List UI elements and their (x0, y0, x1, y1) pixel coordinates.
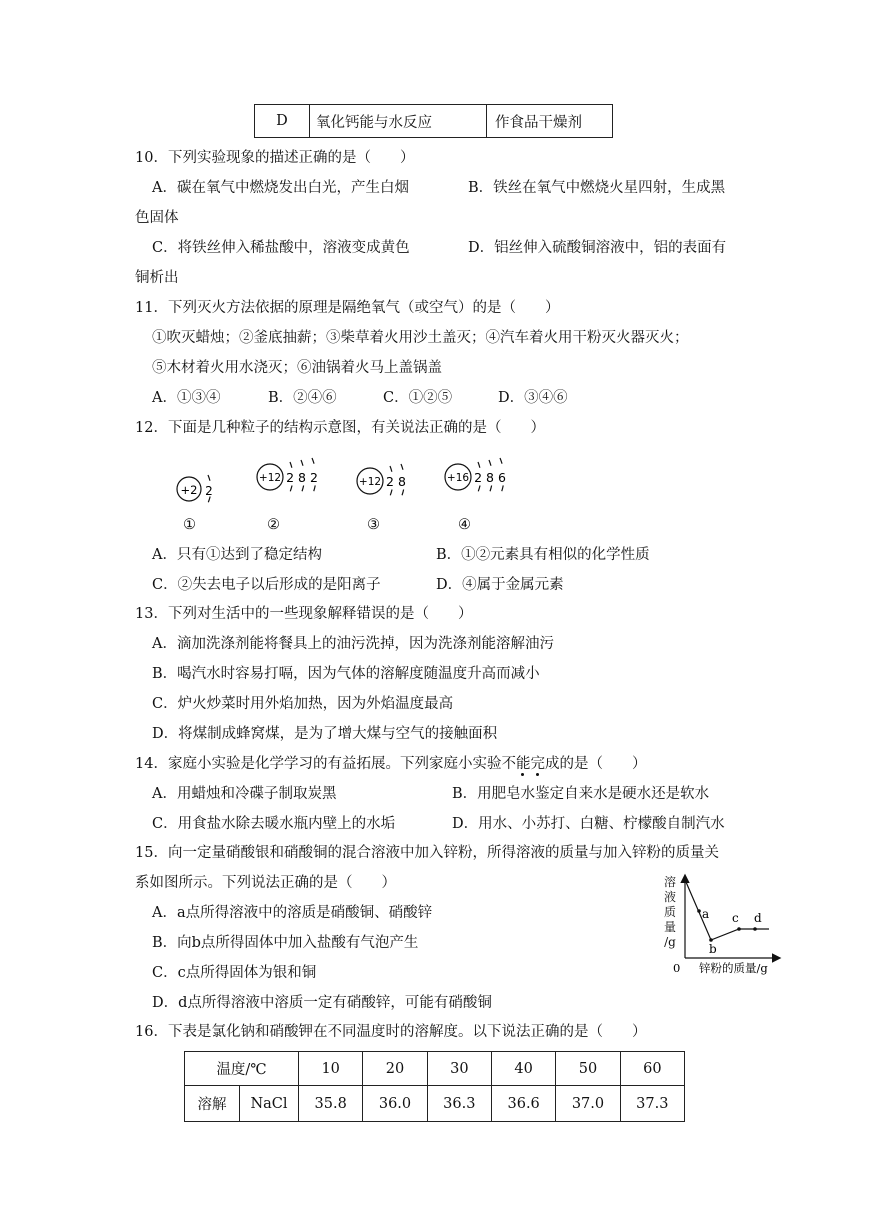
q10-option-d: D．铝丝伸入硫酸铜溶液中，铝的表面有 (468, 240, 727, 256)
q16-stem: 16．下表是氯化钠和硝酸钾在不同温度时的溶解度。以下说法正确的是（ ） (135, 1024, 647, 1040)
table-temp-40: 40 (491, 1052, 555, 1086)
table-temp-10: 10 (299, 1052, 363, 1086)
atom-1-shells: 2 (205, 484, 213, 498)
atom-1-nucleus: +2 (180, 483, 198, 497)
table-temp-50: 50 (556, 1052, 620, 1086)
q13-option-d: D．将煤制成蜂窝煤，是为了增大煤与空气的接触面积 (152, 726, 498, 742)
top-table-cell-3: 作食品干燥剂 (487, 105, 613, 138)
q14-option-c: C．用食盐水除去暖水瓶内壁上的水垢 (152, 816, 396, 832)
q11-option-b: B．②④⑥ (268, 390, 337, 406)
atom-2-label: ② (267, 517, 280, 533)
atom-4 (445, 458, 506, 496)
q13-option-a: A．滴加洗涤剂能将餐具上的油污洗掉，因为洗涤剂能溶解油污 (152, 636, 554, 652)
q11-stem: 11．下列灭火方法依据的原理是隔绝氧气（或空气）的是（ ） (135, 300, 560, 316)
atom-diagrams (160, 450, 540, 540)
q12-option-c: C．②失去电子以后形成的是阳离子 (152, 577, 381, 593)
top-table-cell-2: 氧化钙能与水反应 (310, 105, 487, 138)
graph-x-label: 锌粉的质量/g (699, 961, 768, 975)
q12-option-b: B．①②元素具有相似的化学性质 (436, 547, 650, 563)
atom-1 (177, 475, 213, 503)
graph-y-label-5: /g (664, 935, 676, 949)
q14-option-b: B．用肥皂水鉴定自来水是硬水还是软水 (452, 786, 710, 802)
q13-stem: 13．下列对生活中的一些现象解释错误的是（ ） (135, 606, 473, 622)
graph-point-d (753, 927, 757, 931)
q15-option-d: D．d点所得溶液中溶质一定有硝酸锌，可能有硝酸铜 (152, 995, 492, 1011)
graph-point-a (697, 909, 701, 913)
q13-option-c: C．炉火炒菜时用外焰加热，因为外焰温度最高 (152, 696, 454, 712)
graph-label-a: a (702, 907, 710, 921)
top-table (254, 104, 613, 138)
table-value-10: 35.8 (299, 1086, 363, 1122)
q10-stem: 10．下列实验现象的描述正确的是（ ） (135, 150, 415, 166)
graph-y-label (662, 875, 678, 950)
table-value-40: 36.6 (491, 1086, 555, 1122)
atom-4-label: ④ (458, 517, 471, 533)
graph-y-label-4: 量 (663, 920, 676, 934)
q14-stem: 14．家庭小实验是化学学习的有益拓展。下列家庭小实验不能完成的是（ ） (135, 756, 647, 772)
atom-1-label: ① (183, 517, 196, 533)
q14-option-a: A．用蜡烛和冷碟子制取炭黑 (152, 786, 337, 802)
graph-y-label-1: 溶 (663, 875, 676, 889)
q15-option-c: C．c点所得固体为银和铜 (152, 965, 317, 981)
atom-2 (257, 458, 318, 496)
q11-line2: ⑤木材着火用水浇灭；⑥油锅着火马上盖锅盖 (152, 360, 442, 376)
table-header-label: 温度/℃ (185, 1052, 299, 1086)
atom-3-nucleus: +12 (358, 476, 382, 488)
atom-2-shells: 2 8 2 (286, 470, 318, 485)
atom-3-shells: 2 8 (386, 474, 406, 489)
graph-label-d: d (754, 911, 762, 925)
graph-label-b: b (709, 942, 717, 956)
q15-option-b: B．向b点所得固体中加入盐酸有气泡产生 (152, 935, 419, 951)
table-row-label-1: 溶解 (185, 1086, 240, 1122)
q11-option-a: A．①③④ (152, 390, 221, 406)
top-table-cell-1: D (255, 105, 310, 138)
q15-stem-1: 15．向一定量硝酸银和硝酸铜的混合溶液中加入锌粉，所得溶液的质量与加入锌粉的质量关 (135, 845, 719, 861)
table-temp-60: 60 (620, 1052, 684, 1086)
graph-y-label-2: 液 (663, 890, 676, 904)
atom-3-label: ③ (367, 517, 380, 533)
table-value-60: 37.3 (620, 1086, 684, 1122)
q12-option-a: A．只有①达到了稳定结构 (152, 547, 322, 563)
graph-origin: 0 (673, 961, 681, 975)
q11-line1: ①吹灭蜡烛；②釜底抽薪；③柴草着火用沙土盖灭；④汽车着火用干粉灭火器灭火； (152, 330, 689, 346)
graph-point-c (737, 927, 741, 931)
q14-option-d: D．用水、小苏打、白糖、柠檬酸自制汽水 (452, 816, 725, 832)
atom-2-nucleus: +12 (258, 472, 282, 484)
graph-label-c: c (732, 911, 739, 925)
q12-option-d: D．④属于金属元素 (436, 577, 564, 593)
q11-option-d: D．③④⑥ (498, 390, 568, 406)
solubility-table (184, 1051, 685, 1122)
table-value-20: 36.0 (363, 1086, 427, 1122)
q15-option-a: A．a点所得溶液中的溶质是硝酸铜、硝酸锌 (152, 905, 433, 921)
atom-4-nucleus: +16 (446, 472, 470, 484)
q10-option-c: C．将铁丝伸入稀盐酸中，溶液变成黄色 (152, 240, 410, 256)
q12-stem: 12．下面是几种粒子的结构示意图，有关说法正确的是（ ） (135, 420, 545, 436)
table-value-50: 37.0 (556, 1086, 620, 1122)
table-value-30: 36.3 (427, 1086, 491, 1122)
table-temp-30: 30 (427, 1052, 491, 1086)
q11-option-c: C．①②⑤ (383, 390, 453, 406)
q15-stem-2: 系如图所示。下列说法正确的是（ ） (135, 875, 396, 891)
q10-option-b-cont: 色固体 (135, 210, 179, 226)
emphasis-dots (519, 773, 549, 777)
table-temp-20: 20 (363, 1052, 427, 1086)
graph-y-label-3: 质 (663, 905, 676, 919)
q10-option-d-cont: 铜析出 (135, 270, 179, 286)
atom-4-shells: 2 8 6 (474, 470, 506, 485)
table-row-label-2: NaCl (240, 1086, 299, 1122)
q10-option-a: A．碳在氧气中燃烧发出白光，产生白烟 (152, 180, 409, 196)
q13-option-b: B．喝汽水时容易打嗝，因为气体的溶解度随温度升高而减小 (152, 666, 540, 682)
atom-3 (357, 464, 406, 498)
q10-option-b: B．铁丝在氧气中燃烧火星四射，生成黑 (468, 180, 726, 196)
